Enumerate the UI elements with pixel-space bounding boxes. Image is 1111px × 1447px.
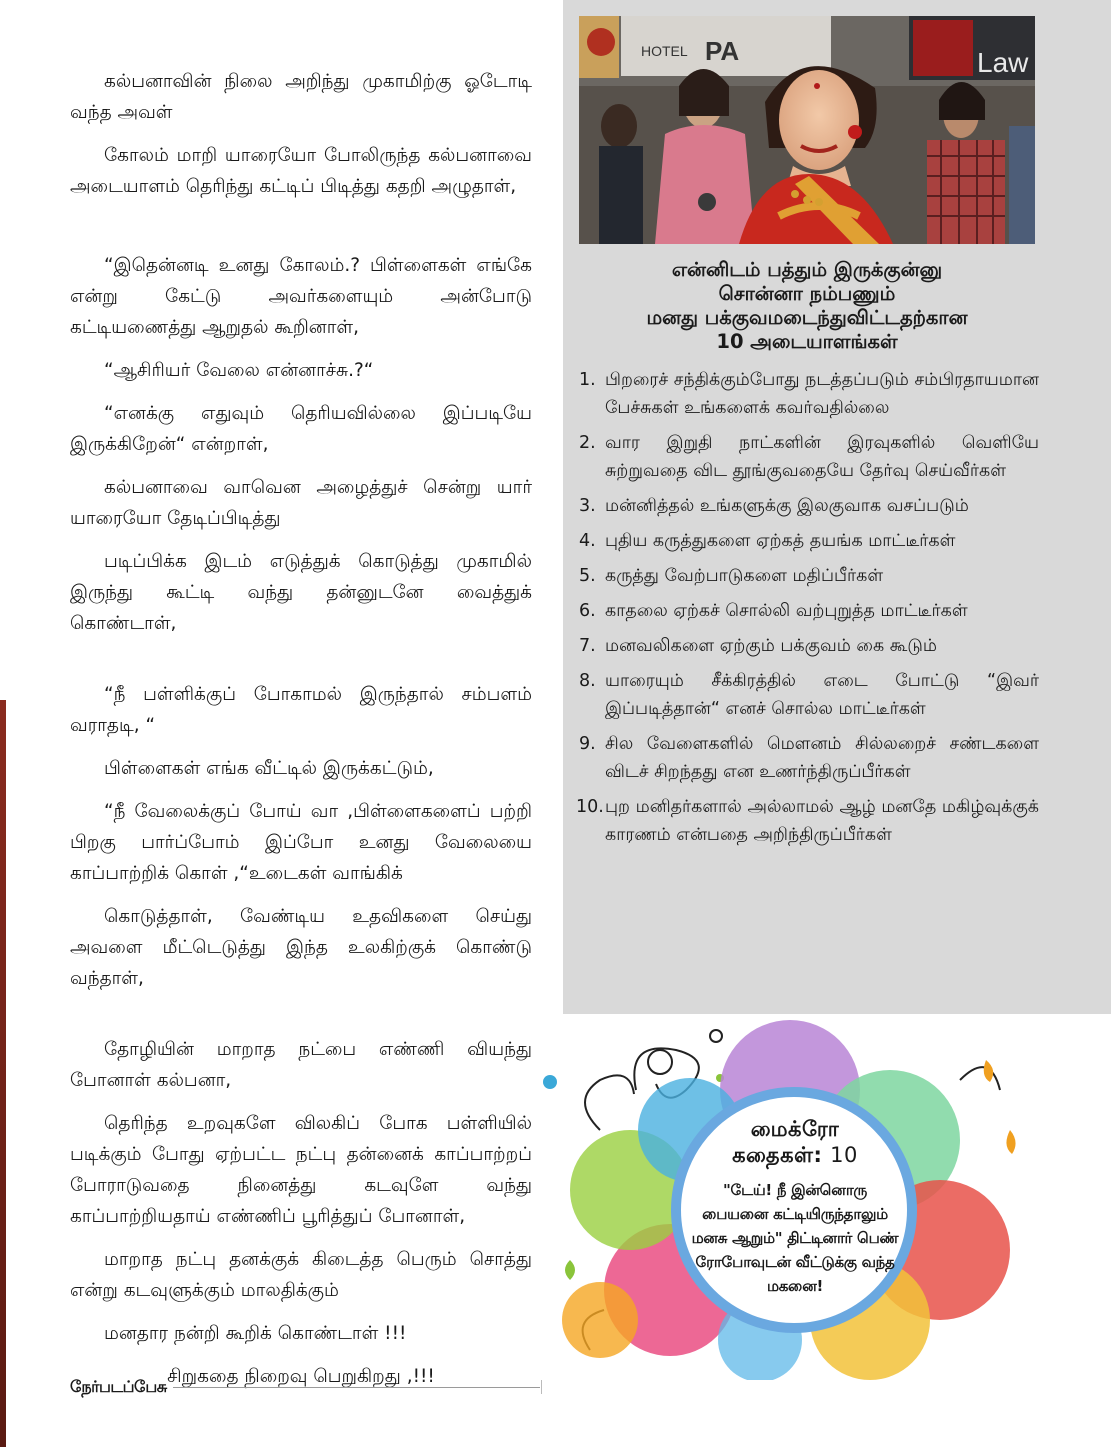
micro-story	[690, 1116, 900, 1298]
tip-text: மன்னித்தல் உங்களுக்கு இலகுவாக வசப்படும்	[605, 496, 969, 516]
micro-heading-line	[690, 1142, 900, 1168]
page-edge-strip	[0, 700, 6, 1447]
tip-text: மனவலிகளை ஏற்கும் பக்குவம் கை கூடும்	[605, 636, 937, 656]
tip-number: 9.	[579, 734, 596, 754]
story-paragraph: “ஆசிரியர் வேலை என்னாச்சு.?“	[104, 360, 374, 381]
story-paragraph: மனதார நன்றி கூறிக் கொண்டாள் !!!	[104, 1323, 407, 1344]
tips-panel	[563, 0, 1111, 1014]
story-paragraph: தோழியின் மாறாத நட்பை எண்ணி வியந்து போனாள் கல்பனா,	[70, 1039, 532, 1091]
micro-story-number: 10	[830, 1143, 858, 1167]
story-paragraph: மாறாத நட்பு தனக்குக் கிடைத்த பெரும் சொத்து என்று கடவுளுக்கும் மாலதிக்கும்	[70, 1249, 532, 1301]
right-shop-sign: Law	[977, 47, 1029, 78]
tip-number: 3.	[579, 496, 596, 516]
photo-illustration	[579, 16, 1035, 244]
micro-story-body: "டேய்! நீ இன்னொரு பையனை கட்டியிருந்தாலும் மனசு ஆறும்" திட்டினார் பெண் ரோபோவுடன் வீட்டுக்கு வந்த மகனை!	[691, 1181, 899, 1295]
story-paragraph: கல்பனாவை வாவென அழைத்துச் சென்று யார் யாரையோ தேடிப்பிடித்து	[70, 477, 532, 529]
page-footer	[70, 1372, 540, 1402]
tip-text: காதலை ஏற்கச் சொல்லி வற்புறுத்த மாட்டீர்கள்	[605, 601, 968, 621]
story-paragraph: “நீ பள்ளிக்குப் போகாமல் இருந்தால் சம்பளம் வராதடி, “	[70, 684, 532, 736]
hotel-name-sign: PA	[705, 36, 740, 66]
tip-number: 10.	[576, 797, 604, 817]
story-paragraph: “நீ வேலைக்குப் போய் வா ,பிள்ளைகளைப் பற்றி பிறகு பார்ப்போம் இப்போ உனது வேலையை காப்பாற்றிக் கொள் ,“உடைகள் வாங்கிக்	[70, 801, 532, 884]
tip-item	[579, 492, 1039, 520]
tip-number: 1.	[579, 370, 596, 390]
micro-story-heading	[690, 1116, 900, 1168]
tip-item	[579, 730, 1039, 786]
tip-number: 2.	[579, 433, 596, 453]
tips-list	[576, 366, 1039, 856]
story-paragraph: படிப்பிக்க இடம் எடுத்துக் கொடுத்து முகாமில் இருந்து கூட்டி வந்து தன்னுடனே வைத்துக் கொண்டாள்,	[70, 551, 532, 634]
footer-tick	[541, 1380, 542, 1394]
tip-item	[579, 597, 1039, 625]
story-paragraph: பிள்ளைகள் எங்க வீட்டில் இருக்கட்டும்,	[104, 758, 434, 779]
story-ending: சிறுகதை நிறைவு பெறுகிறது ,!!!	[167, 1366, 435, 1387]
tip-text: கருத்து வேற்பாடுகளை மதிப்பீர்கள்	[605, 566, 884, 586]
tips-title-line: மனது பக்குவமடைந்துவிட்டதற்கான	[646, 306, 968, 329]
tips-title	[579, 258, 1035, 354]
footer-rule	[173, 1387, 540, 1388]
tip-item	[579, 527, 1039, 555]
tip-text: புதிய கருத்துகளை ஏற்கத் தயங்க மாட்டீர்கள்	[605, 531, 956, 551]
tip-number: 7.	[579, 636, 596, 656]
actress-photo	[579, 16, 1035, 244]
micro-heading-line: மைக்ரோ	[750, 1117, 840, 1141]
hotel-sign: HOTEL	[641, 43, 688, 59]
magazine-name: நேர்படப்பேசு	[70, 1376, 167, 1396]
story-paragraph: கோலம் மாறி யாரையோ போலிருந்த கல்பனாவை அடையாளம் தெரிந்து கட்டிப் பிடித்து கதறி அழுதாள்,	[70, 145, 532, 197]
tip-number: 5.	[579, 566, 596, 586]
micro-heading-word: கதைகள்:	[732, 1143, 823, 1167]
tip-text: பிறரைச் சந்திக்கும்போது நடத்தப்படும் சம்பிரதாயமான பேச்சுகள் உங்களைக் கவர்வதில்லை	[605, 370, 1039, 418]
tips-title-line: என்னிடம் பத்தும் இருக்குன்னு	[671, 258, 943, 281]
story-paragraph: கொடுத்தாள், வேண்டிய உதவிகளை செய்து அவளை மீட்டெடுத்து இந்த உலகிற்குக் கொண்டு வந்தாள்,	[70, 906, 532, 989]
tip-text: வார இறுதி நாட்களின் இரவுகளில் வெளியே சுற்றுவதை விட தூங்குவதையே தேர்வு செய்வீர்கள்	[605, 433, 1039, 481]
tips-title-line: சொன்னா நம்பணும்	[718, 282, 896, 305]
tip-text: சில வேளைகளில் மௌனம் சில்லறைச் சண்டகளை விடச் சிறந்தது என உணர்ந்திருப்பீர்கள்	[605, 734, 1039, 782]
tip-text: புற மனிதர்களால் அல்லாமல் ஆழ் மனதே மகிழ்வுக்குக் காரணம் என்பதை அறிந்திருப்பீர்கள்	[605, 797, 1039, 845]
tip-text: யாரையும் சீக்கிரத்தில் எடை போட்டு “இவர் இப்படித்தான்“ எனச் சொல்ல மாட்டீர்கள்	[605, 671, 1039, 719]
tip-item	[579, 366, 1039, 422]
tips-title-line: 10 அடையாளங்கள்	[716, 330, 898, 353]
tip-number: 4.	[579, 531, 596, 551]
tip-number: 6.	[579, 601, 596, 621]
tip-item	[579, 632, 1039, 660]
story-paragraph: “இதென்னடி உனது கோலம்.? பிள்ளைகள் எங்கே என்று கேட்டு அவர்களையும் அன்போடு கட்டியணைத்து ஆறுதல் கூறினாள்,	[70, 255, 532, 338]
tip-item	[579, 667, 1039, 723]
story-paragraph: தெரிந்த உறவுகளே விலகிப் போக பள்ளியில் படிக்கும் போது ஏற்பட்ட நட்பு தன்னைக் காப்பாற்றப் போராடுவதை நினைத்து கடவுளே வந்து காப்பாற்றியதாய் எண்ணிப் பூரித்துப் போனாள்,	[70, 1113, 532, 1227]
story-paragraph: “எனக்கு எதுவும் தெரியவில்லை இப்படியே இருக்கிறேன்“ என்றாள்,	[70, 403, 532, 455]
tip-item	[576, 793, 1039, 849]
story-column	[70, 66, 532, 1404]
tip-number: 8.	[579, 671, 596, 691]
tip-item	[579, 562, 1039, 590]
tip-item	[579, 429, 1039, 485]
story-paragraph: கல்பனாவின் நிலை அறிந்து முகாமிற்கு ஓடோடி வந்த அவள்	[70, 71, 532, 123]
